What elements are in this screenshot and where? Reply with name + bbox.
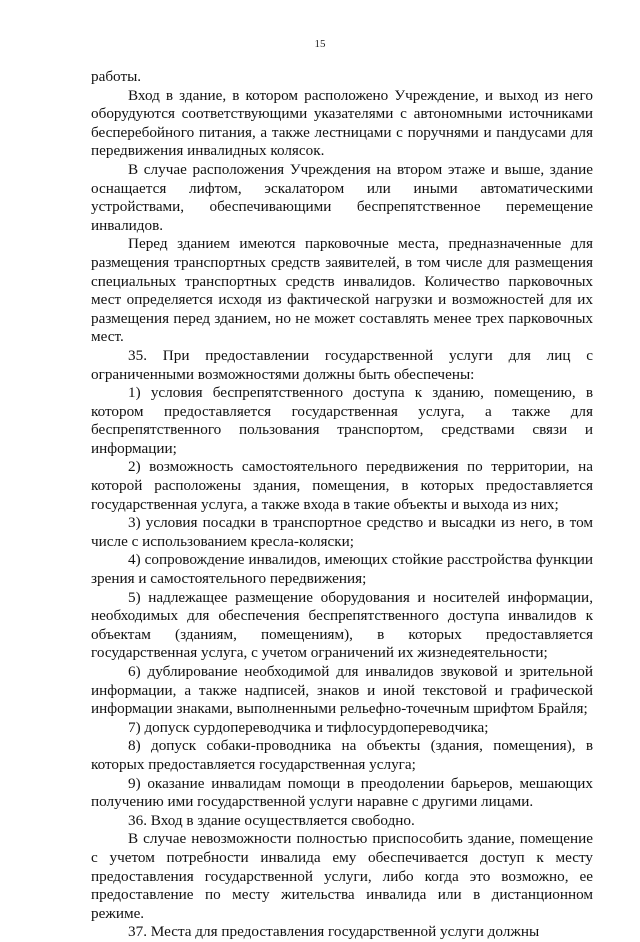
list-item-7: 7) допуск сурдопереводчика и тифлосурдопереводчика; bbox=[128, 718, 489, 736]
page-number: 15 bbox=[314, 38, 326, 50]
list-item-5: 5) надлежащее размещение оборудования и носителей информации, необходимых для обеспечения беспрепятственного доступа инвалидов к объектам (зданиям, помещениям), в которых предоставляется государственная услуга, с учетом ограничений их жизнедеятельности; bbox=[91, 588, 593, 662]
paragraph-accessibility-fallback: В случае невозможности полностью приспособить здание, помещение с учетом потребности инвалида ему обеспечивается доступ к месту предоставления государственной услуги, либо когда это возможно, ее предоставление по месту жительства инвалида или в дистанционном режиме. bbox=[91, 830, 593, 922]
list-item-3: 3) условия посадки в транспортное средство и высадки из него, в том числе с использованием кресла-коляски; bbox=[91, 514, 593, 550]
paragraph-entrance-signage: Вход в здание, в котором расположено Учреждение, и выход из него оборудуются соответствующими указателями с автономными источниками бесперебойного питания, а также лестницами с поручнями и пандусами для передвижения инвалидных колясок. bbox=[91, 86, 593, 160]
paragraph-item-35: 35. При предоставлении государственной услуги для лиц с ограниченными возможностями должны быть обеспечены: bbox=[91, 346, 593, 383]
document-body bbox=[91, 68, 593, 942]
list-item-6: 6) дублирование необходимой для инвалидов звуковой и зрительной информации, а также надписей, знаков и иной текстовой и графической информации знаками, выполненными рельефно-точечным шрифтом Брайля; bbox=[91, 663, 593, 718]
paragraph-item-37: 37. Места для предоставления государственной услуги должны bbox=[128, 923, 540, 941]
paragraph-item-36: 36. Вход в здание осуществляется свободно. bbox=[128, 811, 415, 829]
list-item-2: 2) возможность самостоятельного передвижения по территории, на которой расположены здания, помещения, в которых предоставляется государственная услуга, а также входа в такие объекты и выхода из них; bbox=[91, 458, 593, 513]
list-item-1: 1) условия беспрепятственного доступа к зданию, помещению, в котором предоставляется государственная услуга, а также для беспрепятственного пользования транспортом, средствами связи и информации; bbox=[91, 384, 593, 457]
list-item-9: 9) оказание инвалидам помощи в преодолении барьеров, мешающих получению ими государственной услуги наравне с другими лицами. bbox=[91, 774, 593, 811]
list-item-4: 4) сопровождение инвалидов, имеющих стойкие расстройства функции зрения и самостоятельного передвижения; bbox=[91, 551, 593, 588]
paragraph-elevator: В случае расположения Учреждения на втором этаже и выше, здание оснащается лифтом, эскалатором или иными автоматическими устройствами, обеспечивающими беспрепятственное перемещение инвалидов. bbox=[91, 160, 593, 234]
list-item-8: 8) допуск собаки-проводника на объекты (здания, помещения), в которых предоставляется государственная услуга; bbox=[91, 737, 593, 773]
paragraph-continuation: работы. bbox=[91, 68, 142, 85]
paragraph-parking: Перед зданием имеются парковочные места, предназначенные для размещения транспортных средств заявителей, в том числе для размещения специальных транспортных средств инвалидов. Количество парковочных мест определяется исходя из фактической нагрузки и возможностей для их размещения перед зданием, но не может составлять менее трех парковочных мест. bbox=[91, 235, 593, 346]
